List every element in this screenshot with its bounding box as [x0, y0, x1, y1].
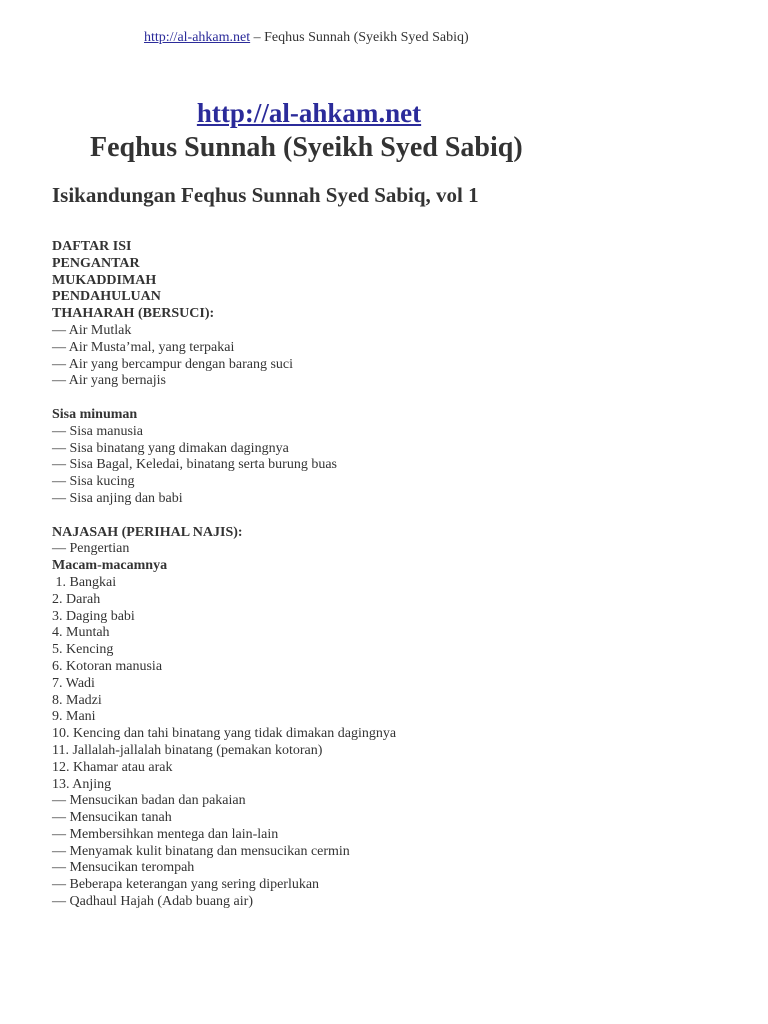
toc-item: — Sisa anjing dan babi — [52, 490, 183, 506]
header-title: – Feqhus Sunnah (Syeikh Syed Sabiq) — [250, 30, 469, 45]
toc-item: — Menyamak kulit binatang dan mensucikan cermin — [52, 843, 350, 859]
toc-item: — Air Musta’mal, yang terpakai — [52, 339, 235, 355]
toc-item: 2. Darah — [52, 591, 101, 607]
toc-item: 1. Bangkai — [52, 574, 117, 590]
toc-item: — Mensucikan badan dan pakaian — [52, 793, 246, 809]
toc-item: — Air yang bernajis — [52, 373, 166, 389]
toc-item: — Air yang bercampur dengan barang suci — [52, 356, 294, 372]
header-site-link[interactable]: http://al-ahkam.net — [144, 30, 251, 45]
toc-item: — Pengertian — [52, 541, 130, 557]
toc-heading: THAHARAH (BERSUCI): — [52, 306, 215, 322]
running-header — [144, 29, 469, 47]
toc-item: — Mensucikan tanah — [52, 810, 172, 826]
document-subtitle: Isikandungan Feqhus Sunnah Syed Sabiq, vol 1 — [52, 183, 479, 207]
toc-heading: NAJASAH (PERIHAL NAJIS): — [52, 524, 243, 540]
toc-item: — Sisa binatang yang dimakan dagingnya — [52, 440, 289, 456]
toc-item: 12. Khamar atau arak — [52, 759, 173, 775]
toc-heading: Sisa minuman — [52, 406, 138, 422]
toc-item: — Air Mutlak — [52, 322, 132, 338]
site-link-heading — [0, 96, 618, 130]
toc-item: — Membersihkan mentega dan lain-lain — [52, 826, 279, 842]
toc-heading: DAFTAR ISI — [52, 239, 132, 254]
toc-item: 8. Madzi — [52, 692, 102, 708]
toc-item: 5. Kencing — [52, 642, 114, 658]
toc-item: 11. Jallalah-jallalah binatang (pemakan kotoran) — [52, 742, 323, 758]
toc-heading: Macam-macamnya — [52, 558, 168, 574]
table-of-contents — [52, 239, 396, 911]
toc-item: — Sisa kucing — [52, 474, 135, 490]
toc-heading: PENDAHULUAN — [52, 289, 161, 305]
toc-item: 4. Muntah — [52, 625, 110, 641]
toc-item: — Beberapa keterangan yang sering diperlukan — [52, 877, 320, 893]
toc-heading: PENGANTAR — [52, 255, 140, 271]
toc-item: — Mensucikan terompah — [52, 860, 195, 876]
toc-item: — Sisa Bagal, Keledai, binatang serta burung buas — [52, 457, 337, 473]
toc-spacer — [52, 390, 396, 407]
toc-item: 9. Mani — [52, 709, 96, 725]
toc-item: — Sisa manusia — [52, 423, 143, 439]
toc-item: 3. Daging babi — [52, 608, 135, 624]
toc-item: — Qadhaul Hajah (Adab buang air) — [52, 894, 253, 910]
toc-heading: MUKADDIMAH — [52, 272, 157, 288]
toc-item: 13. Anjing — [52, 776, 112, 792]
toc-item: 10. Kencing dan tahi binatang yang tidak dimakan dagingnya — [52, 726, 397, 742]
document-title: Feqhus Sunnah (Syeikh Syed Sabiq) — [90, 132, 523, 163]
site-link[interactable]: http://al-ahkam.net — [196, 98, 422, 128]
toc-item: 7. Wadi — [52, 675, 95, 691]
toc-item: 6. Kotoran manusia — [52, 658, 163, 674]
toc-spacer — [52, 508, 396, 525]
